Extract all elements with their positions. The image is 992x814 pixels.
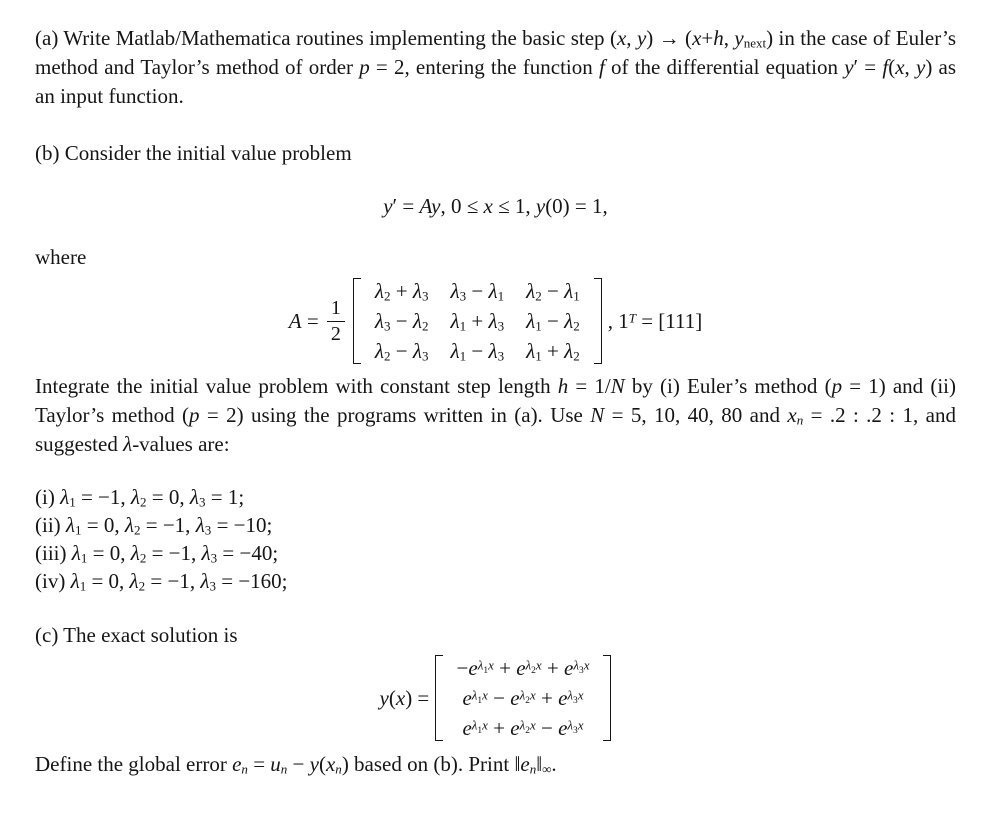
text-run: next: [743, 35, 767, 51]
text-run: A: [419, 194, 432, 218]
text-run: λ: [123, 432, 133, 456]
text-run: p: [359, 55, 370, 79]
text-run: −: [287, 752, 310, 776]
text-run: y: [535, 194, 546, 218]
text-run: ‖: [514, 752, 521, 776]
lambda-case-iv: [35, 567, 956, 595]
text-run: y: [379, 685, 389, 710]
lambda-value-list: [35, 483, 956, 595]
text-run: Define the global error: [35, 752, 233, 776]
text-run: λ: [450, 279, 460, 303]
text-run: λ: [71, 541, 81, 565]
text-run: 3: [422, 348, 429, 364]
text-run: = 0,: [146, 485, 190, 509]
text-run: , 0 ≤: [440, 194, 484, 218]
text-run: h: [557, 374, 569, 398]
text-run: (iii): [35, 541, 72, 565]
text-run: y: [734, 26, 744, 50]
text-run: by (i) Euler’s method (: [624, 374, 832, 398]
matrix-cell: [451, 683, 594, 713]
text-run: 2: [525, 695, 530, 706]
text-run: x: [395, 685, 406, 710]
text-run: 1: [483, 665, 489, 676]
text-run: 1: [497, 288, 505, 304]
lambda-case-iii: [35, 539, 956, 567]
text-run: = 2) using the programs written in (a). Use: [199, 403, 591, 427]
text-run: = 5, 10, 40, 80 and: [604, 403, 788, 427]
text-run: 3: [384, 318, 391, 334]
text-run: = 0,: [81, 513, 125, 537]
text-run: (b) Consider the initial value problem: [35, 141, 352, 165]
matrix-cell: [515, 276, 591, 306]
text-run: n: [335, 761, 342, 777]
ones-vector-definition: [608, 307, 703, 336]
exact-solution-lhs: [380, 684, 435, 713]
matrix-row: [446, 653, 601, 683]
text-run: λ: [471, 687, 478, 703]
text-run: e: [462, 716, 472, 740]
text-run: 1: [477, 695, 483, 706]
text-run: 3: [497, 318, 505, 334]
text-run: e: [558, 716, 568, 740]
text-run: 3: [210, 550, 218, 566]
matrix-cell: [364, 276, 440, 306]
text-run: +: [390, 279, 413, 303]
text-run: 1: [477, 725, 483, 736]
text-run: λ: [564, 339, 574, 363]
right-bracket: [603, 655, 611, 741]
text-run: λ: [525, 657, 532, 673]
text-run: e: [468, 656, 478, 680]
matrix-cell: [446, 653, 601, 683]
text-run: u: [270, 752, 281, 776]
text-run: 3: [422, 288, 429, 304]
text-run: = 1;: [205, 485, 245, 509]
text-run: h: [713, 26, 724, 50]
text-run: 1: [75, 522, 82, 538]
text-run: ′: [392, 194, 398, 218]
text-run: x: [482, 687, 488, 703]
matrix-cell: [364, 336, 440, 366]
text-run: 1: [459, 318, 467, 334]
matrix-row: [364, 336, 591, 366]
text-run: 2: [422, 318, 429, 334]
text-run: A: [288, 308, 302, 333]
text-run: λ: [519, 687, 526, 703]
ivp-display-equation: [35, 192, 956, 221]
text-run: ,: [723, 26, 735, 50]
matrix-a-body: [361, 275, 594, 367]
text-run: e: [462, 686, 472, 710]
text-run: ) as an input function.: [35, 55, 956, 108]
text-run: p: [189, 403, 200, 427]
text-run: λ: [412, 279, 422, 303]
integrate-paragraph: [35, 372, 956, 459]
text-run: λ: [564, 279, 574, 303]
text-run: λ: [374, 279, 385, 303]
matrix-cell: [364, 306, 440, 336]
right-bracket: [594, 278, 602, 364]
text-run: = −10;: [211, 513, 273, 537]
text-run: λ: [374, 309, 385, 333]
text-run: n: [280, 761, 288, 777]
text-run: x: [692, 26, 702, 50]
text-run: = [111]: [635, 308, 703, 333]
text-run: λ: [412, 309, 422, 333]
text-run: 2: [573, 348, 580, 364]
text-run: 2: [133, 522, 141, 538]
text-run: e: [510, 686, 520, 710]
text-run: 2: [525, 725, 530, 736]
text-run: ,: [904, 55, 916, 79]
text-run: 3: [204, 522, 212, 538]
text-run: x: [488, 657, 494, 673]
text-run: 2: [573, 318, 580, 334]
text-run: = −40;: [217, 541, 279, 565]
text-run: x: [616, 26, 627, 50]
text-run: λ: [567, 717, 574, 733]
text-run: λ: [201, 541, 211, 565]
text-run: ,: [626, 26, 637, 50]
text-run: (c) The exact solution is: [35, 623, 238, 647]
matrix-cell: [515, 306, 591, 336]
text-run: .: [551, 752, 557, 776]
text-run: 1: [535, 318, 542, 334]
text-run: 1: [79, 578, 87, 594]
text-run: e: [520, 752, 530, 776]
text-run: ′: [853, 55, 859, 79]
text-run: =: [247, 752, 271, 776]
text-run: 1: [618, 308, 629, 333]
text-run: (: [888, 55, 896, 79]
text-run: N: [590, 403, 605, 427]
text-run: (ii): [35, 513, 66, 537]
global-error-paragraph: [35, 750, 956, 779]
text-run: λ: [195, 513, 205, 537]
fraction-denominator: 2: [330, 322, 341, 345]
text-run: n: [241, 761, 248, 777]
text-run: λ: [471, 717, 478, 733]
text-run: x: [577, 687, 584, 703]
where-label: [35, 243, 956, 272]
text-run: = .2 : .2 : 1, and suggested: [35, 403, 956, 456]
matrix-a-display-equation: [35, 275, 956, 367]
text-run: +: [541, 339, 565, 363]
text-run: 3: [573, 725, 578, 736]
text-run: x: [535, 657, 542, 673]
text-run: +: [466, 309, 489, 333]
text-run: λ: [70, 569, 80, 593]
text-run: -values are:: [132, 432, 230, 456]
text-run: ) =: [405, 685, 435, 710]
text-run: e: [558, 686, 568, 710]
text-run: λ: [200, 569, 210, 593]
text-run: 1: [80, 550, 88, 566]
text-run: of the differential equation: [604, 55, 845, 79]
text-run: = 2, entering the function: [369, 55, 599, 79]
text-run: e: [564, 656, 574, 680]
fraction-numerator: 1: [327, 296, 345, 322]
matrix-a: [353, 275, 602, 367]
text-run: where: [35, 245, 87, 269]
text-run: n: [796, 412, 804, 428]
text-run: = −1,: [146, 541, 202, 565]
text-run: 1: [535, 348, 542, 364]
text-run: T: [628, 310, 636, 326]
text-run: (iv): [35, 569, 71, 593]
text-run: 3: [497, 348, 505, 364]
text-run: y: [636, 26, 647, 50]
text-run: 2: [384, 348, 391, 364]
matrix-cell: [451, 713, 594, 743]
fraction-one-half: [327, 296, 345, 347]
text-run: ∞: [542, 761, 552, 777]
text-run: 2: [535, 288, 542, 304]
lambda-case-ii: [35, 511, 956, 539]
text-run: =: [397, 194, 420, 218]
text-run: ) in the case of Euler’s method and Taylor’s method of order: [35, 26, 957, 79]
text-run: ≤ 1,: [492, 194, 536, 218]
text-run: λ: [488, 339, 498, 363]
ivp-equation-text: [383, 192, 608, 221]
matrix-row: [364, 306, 591, 336]
text-run: λ: [526, 279, 536, 303]
text-run: λ: [130, 485, 140, 509]
text-run: = −160;: [215, 569, 288, 593]
matrix-row: [446, 683, 601, 713]
text-run: (i): [35, 485, 61, 509]
text-run: 1: [459, 348, 467, 364]
text-run: λ: [526, 339, 536, 363]
text-run: (: [318, 752, 326, 776]
left-bracket: [435, 655, 443, 741]
text-run: x: [482, 717, 488, 733]
text-run: λ: [519, 717, 526, 733]
text-run: 2: [531, 665, 536, 676]
exact-solution-vector: [435, 652, 612, 744]
text-run: λ: [124, 513, 134, 537]
matrix-cell: [515, 336, 591, 366]
text-run: e: [516, 656, 526, 680]
text-run: n: [529, 761, 537, 777]
exact-solution-display-equation: [35, 652, 956, 744]
text-run: = 0,: [87, 541, 131, 565]
matrix-cell: [440, 336, 516, 366]
text-run: = 1) and (ii) Taylor’s method (: [35, 374, 956, 427]
text-run: λ: [129, 569, 139, 593]
text-run: Integrate the initial value problem with constant step length: [35, 374, 558, 398]
text-run: 1: [69, 494, 76, 510]
problem-part-a: [35, 24, 956, 111]
text-run: (: [388, 685, 396, 710]
text-run: +: [535, 686, 559, 710]
text-run: λ: [374, 339, 385, 363]
text-run: 3: [198, 494, 206, 510]
text-run: (a) Write Matlab/Mathematica routines implementing the basic step (: [35, 26, 617, 50]
text-run: y: [383, 194, 393, 218]
text-run: λ: [573, 657, 579, 673]
text-run: y: [431, 194, 441, 218]
text-run: λ: [130, 541, 140, 565]
text-run: 3: [578, 665, 584, 676]
text-run: ) based on (b). Print: [341, 752, 515, 776]
problem-part-c-intro: [35, 621, 956, 650]
text-run: +: [487, 716, 511, 740]
text-run: λ: [60, 485, 70, 509]
matrix-cell: [440, 276, 516, 306]
text-run: −: [487, 686, 511, 710]
text-run: f: [598, 55, 605, 79]
text-run: 3: [209, 578, 216, 594]
text-run: 3: [573, 695, 578, 706]
left-bracket: [353, 278, 361, 364]
text-run: e: [232, 752, 242, 776]
text-run: x: [895, 55, 905, 79]
text-run: ) → (: [646, 26, 693, 50]
text-run: 2: [140, 494, 147, 510]
text-run: 2: [138, 578, 146, 594]
text-run: λ: [412, 339, 422, 363]
text-run: λ: [567, 687, 574, 703]
matrix-cell: [440, 306, 516, 336]
text-run: −: [390, 339, 413, 363]
text-run: −: [535, 716, 559, 740]
text-run: ,: [607, 308, 619, 333]
text-run: λ: [477, 657, 484, 673]
text-run: y: [915, 55, 926, 79]
text-run: = 1/: [568, 374, 611, 398]
text-run: λ: [189, 485, 199, 509]
text-run: x: [325, 752, 336, 776]
text-run: +: [493, 656, 517, 680]
text-run: −: [390, 309, 413, 333]
text-run: λ: [526, 309, 536, 333]
text-run: x: [577, 717, 584, 733]
text-run: y: [309, 752, 319, 776]
text-run: y: [844, 55, 854, 79]
text-run: +: [701, 26, 714, 50]
text-run: N: [610, 374, 625, 398]
text-run: 3: [459, 288, 467, 304]
text-run: −: [456, 656, 469, 680]
text-run: λ: [488, 309, 498, 333]
text-run: = −1,: [75, 485, 131, 509]
text-run: λ: [450, 309, 460, 333]
text-run: −: [466, 279, 489, 303]
text-run: f: [882, 55, 889, 79]
lambda-case-i: [35, 483, 956, 511]
text-run: =: [858, 55, 883, 79]
text-run: −: [541, 279, 565, 303]
text-run: = −1,: [145, 569, 201, 593]
text-run: e: [510, 716, 520, 740]
text-run: 2: [384, 288, 391, 304]
text-run: = −1,: [140, 513, 196, 537]
text-run: =: [301, 308, 324, 333]
text-run: x: [529, 717, 536, 733]
text-run: x: [787, 403, 797, 427]
text-run: p: [831, 374, 843, 398]
text-run: λ: [450, 339, 460, 363]
text-run: λ: [65, 513, 76, 537]
text-run: −: [466, 339, 489, 363]
text-run: 2: [139, 550, 147, 566]
text-run: λ: [488, 279, 498, 303]
text-run: x: [583, 657, 590, 673]
text-run: x: [483, 194, 493, 218]
text-run: = 0,: [86, 569, 130, 593]
text-run: λ: [564, 309, 574, 333]
text-run: +: [541, 656, 564, 680]
matrix-a-lhs: [289, 307, 324, 336]
exact-solution-body: [443, 652, 604, 744]
matrix-row: [446, 713, 601, 743]
text-run: 1: [573, 288, 580, 304]
problem-part-b-intro: [35, 139, 956, 168]
text-run: x: [529, 687, 536, 703]
matrix-row: [364, 276, 591, 306]
text-run: −: [541, 309, 565, 333]
text-run: (0) = 1,: [545, 194, 608, 218]
text-run: ‖: [536, 752, 543, 776]
